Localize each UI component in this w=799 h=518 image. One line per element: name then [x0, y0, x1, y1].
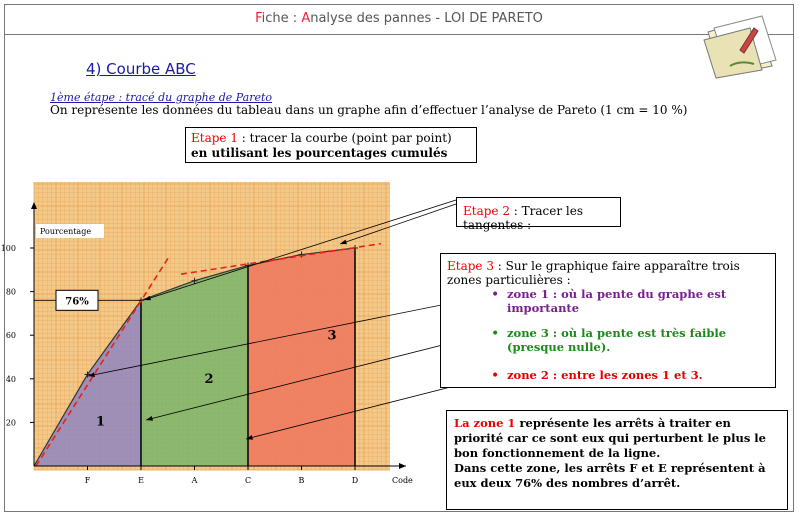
x-tick-label: E	[138, 476, 144, 485]
x-tick-label: D	[351, 476, 359, 485]
header-letter-a: A	[301, 11, 311, 26]
zone-box-red: La zone 1	[454, 416, 516, 430]
etape2-text: : Tracer les tangentes :	[463, 204, 584, 232]
x-tick-label: F	[84, 476, 91, 485]
section-title: 4) Courbe ABC	[86, 60, 196, 78]
etape3-label: Etape 3	[447, 259, 494, 273]
x-tick-label: C	[244, 476, 252, 485]
etape3-text: : Sur le graphique faire apparaître trois zones particulières :	[447, 259, 740, 287]
x-tick-label: B	[298, 476, 305, 485]
zone-label: 2	[204, 372, 214, 388]
y-tick-label: 100	[0, 244, 16, 253]
header-text-1: iche :	[261, 11, 302, 26]
y-tick-label: 20	[5, 418, 16, 428]
etape2-box	[456, 197, 621, 232]
x-axis-arrow-icon	[399, 463, 406, 469]
y-tick-label: 40	[5, 374, 16, 384]
zone-box-text2: Dans cette zone, les arrêts F et E représentent à eux deux 76% des nombres d’arrêt.	[454, 461, 766, 490]
etape1-label: Etape 1	[191, 131, 238, 145]
x-tick-label: A	[191, 476, 198, 485]
bullet-icon: •	[491, 368, 500, 384]
zone2-item: zone 2 : entre les zones 1 et 3.	[507, 368, 703, 382]
etape2-label: Etape 2	[463, 204, 510, 218]
y-tick-label: 60	[5, 331, 16, 341]
header-text-2: nalyse des pannes - LOI DE PARETO	[310, 11, 543, 26]
x-axis-label: Code	[392, 476, 413, 485]
zone3-item: zone 3 : où la pente est très faible (presque nulle).	[507, 326, 727, 354]
etape1-text: : tracer la courbe (point par point)	[237, 131, 452, 145]
zone-label: 3	[327, 328, 337, 344]
etape1-box	[185, 127, 477, 163]
callout-label: 76%	[65, 296, 89, 308]
zone-3-area	[248, 248, 355, 466]
y-axis-label: Pourcentage	[40, 227, 92, 236]
bullet-icon: •	[491, 326, 500, 342]
etape3-box	[440, 253, 776, 388]
etape1-bold: en utilisant les pourcentages cumulés	[191, 146, 448, 160]
zone-box-text: représente les arrêts à traiter en priorité car ce sont eux qui perturbent le plus le bon fonctionnement de la ligne.	[454, 416, 766, 460]
y-tick-label: 80	[5, 287, 16, 297]
zone1-item: zone 1 : où la pente du graphe est importante	[507, 287, 727, 315]
zone-explanation-box	[446, 410, 788, 510]
step-heading: 1ème étape : tracé du graphe de Pareto	[50, 91, 273, 104]
bullet-icon: •	[491, 287, 500, 303]
zone-label: 1	[96, 414, 106, 430]
header-letter-f: F	[255, 11, 262, 26]
intro-text: On représente les données du tableau dans un graphe afin d’effectuer l’analyse de Pareto (1 cm = 10 %)	[50, 103, 688, 117]
